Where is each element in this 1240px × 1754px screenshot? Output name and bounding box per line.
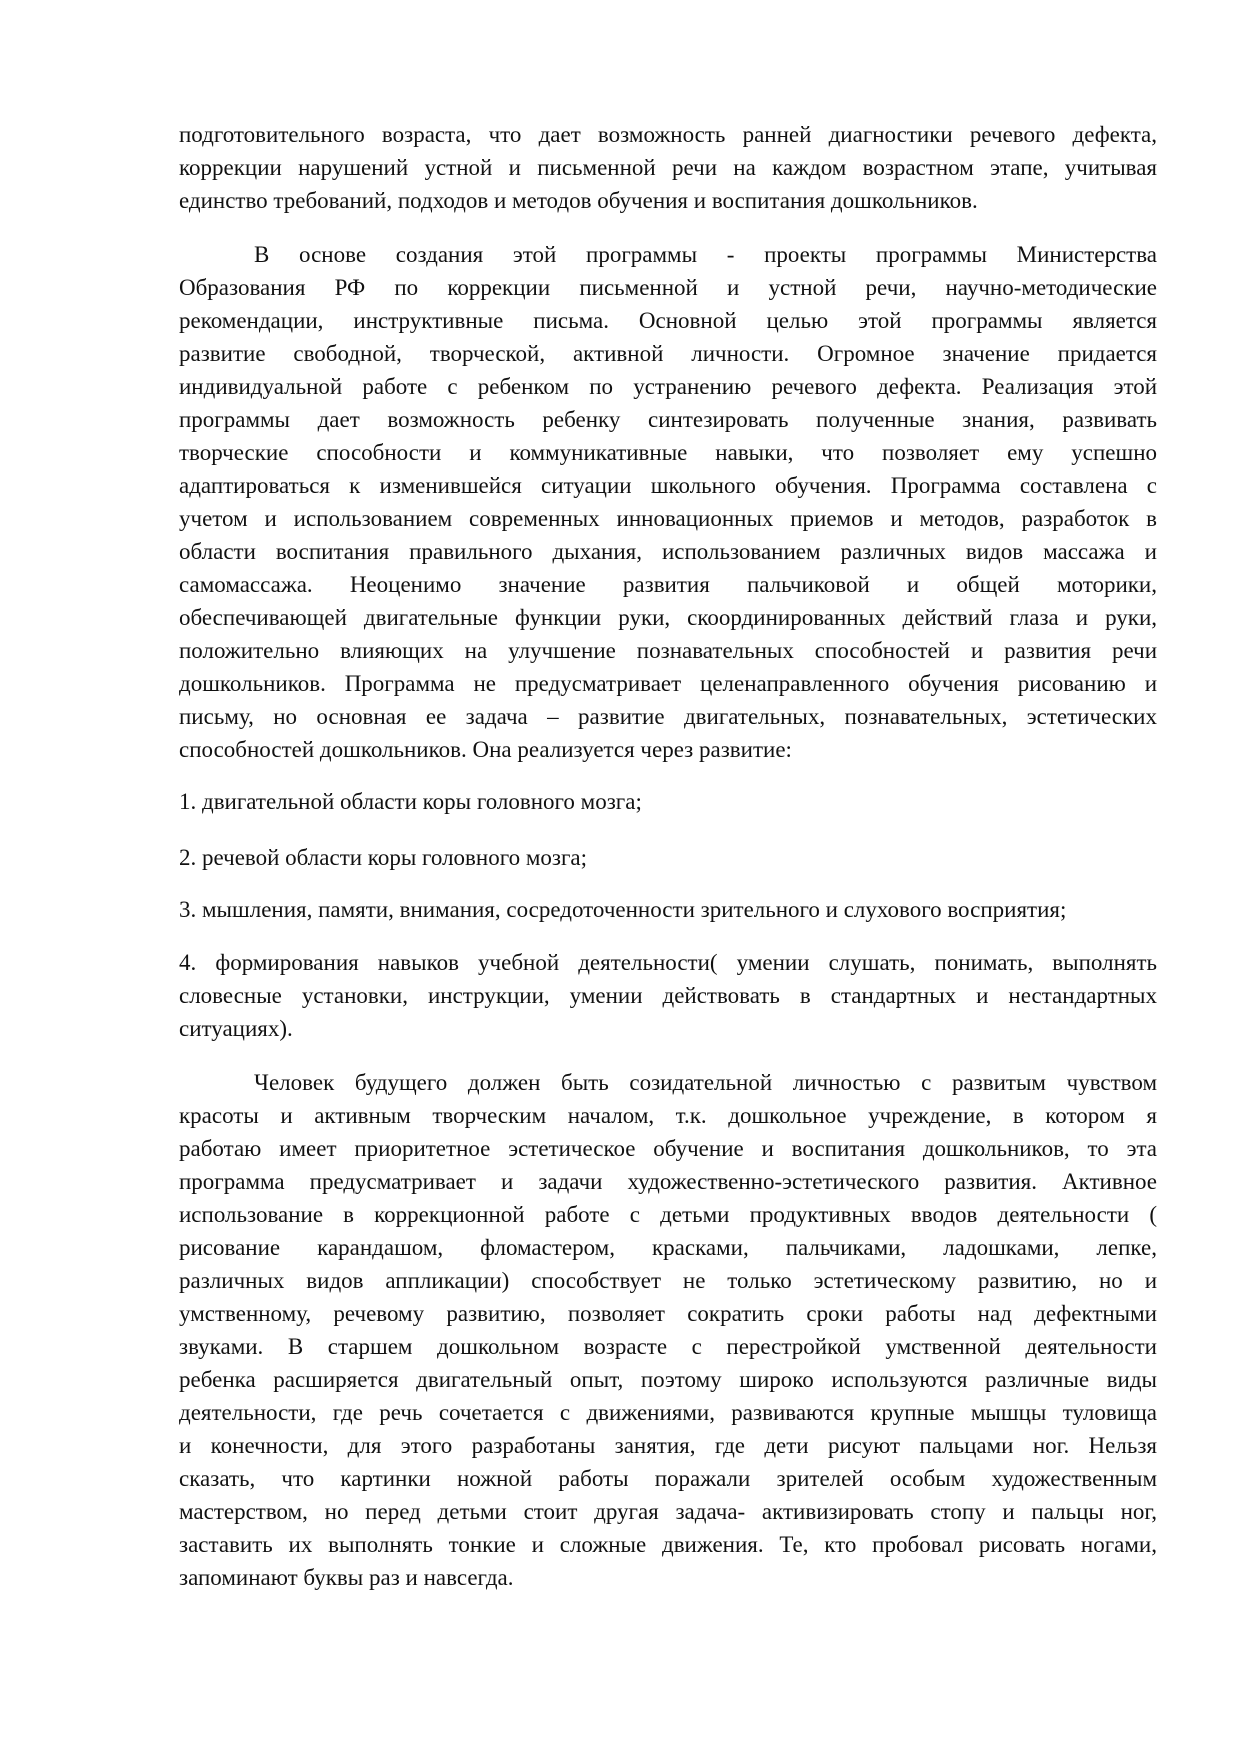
text-line: творческие способности и коммуникативные навыки, что позволяет ему успешно <box>179 440 1157 465</box>
text-line: красоты и активным творческим началом, т.к. дошкольное учреждение, в котором я <box>179 1103 1157 1128</box>
paragraph <box>179 1066 1157 1594</box>
list-item <box>179 841 1157 874</box>
text-line: самомассажа. Неоценимо значение развития пальчиковой и общей моторики, <box>179 572 1157 597</box>
list-item <box>179 893 1157 926</box>
text-line: положительно влияющих на улучшение познавательных способностей и развития речи <box>179 638 1157 663</box>
text-line: В основе создания этой программы - проекты программы Министерства <box>254 242 1157 267</box>
text-line: деятельности, где речь сочетается с движениями, развиваются крупные мышцы туловища <box>179 1400 1157 1425</box>
text-line: подготовительного возраста, что дает возможность ранней диагностики речевого дефекта, <box>179 122 1157 147</box>
text-line: письму, но основная ее задача – развитие двигательных, познавательных, эстетических <box>179 704 1157 729</box>
text-line: Образования РФ по коррекции письменной и устной речи, научно-методические <box>179 275 1157 300</box>
text-line: области воспитания правильного дыхания, использованием различных видов массажа и <box>179 539 1157 564</box>
text-line: коррекции нарушений устной и письменной речи на каждом возрастном этапе, учитывая <box>179 155 1157 180</box>
text-line: Человек будущего должен быть созидательной личностью с развитым чувством <box>254 1070 1157 1095</box>
text-line: 4. формирования навыков учебной деятельности( умении слушать, понимать, выполнять <box>179 950 1157 975</box>
text-line: запоминают буквы раз и навсегда. <box>179 1565 514 1590</box>
text-line: рисование карандашом, фломастером, красками, пальчиками, ладошками, лепке, <box>179 1235 1157 1260</box>
paragraph <box>179 238 1157 766</box>
text-line: ребенка расширяется двигательный опыт, поэтому широко используются различные виды <box>179 1367 1157 1392</box>
text-line: учетом и использованием современных инновационных приемов и методов, разработок в <box>179 506 1157 531</box>
text-line: 1. двигательной области коры головного мозга; <box>179 789 642 814</box>
text-line: индивидуальной работе с ребенком по устранению речевого дефекта. Реализация этой <box>179 374 1157 399</box>
text-line: программы дает возможность ребенку синтезировать полученные знания, развивать <box>179 407 1157 432</box>
text-line: единство требований, подходов и методов обучения и воспитания дошкольников. <box>179 188 978 213</box>
text-line: 3. мышления, памяти, внимания, сосредоточенности зрительного и слухового восприятия; <box>179 897 1067 922</box>
text-line: заставить их выполнять тонкие и сложные движения. Те, кто пробовал рисовать ногами, <box>179 1532 1157 1557</box>
list-item <box>179 785 1157 818</box>
text-line: адаптироваться к изменившейся ситуации школьного обучения. Программа составлена с <box>179 473 1157 498</box>
text-line: использование в коррекционной работе с детьми продуктивных вводов деятельности ( <box>179 1202 1157 1227</box>
text-line: развитие свободной, творческой, активной личности. Огромное значение придается <box>179 341 1157 366</box>
text-line: 2. речевой области коры головного мозга; <box>179 845 588 870</box>
list-item <box>179 946 1157 1045</box>
text-line: обеспечивающей двигательные функции руки, скоординированных действий глаза и руки, <box>179 605 1157 630</box>
paragraph <box>179 118 1157 217</box>
text-line: способностей дошкольников. Она реализуется через развитие: <box>179 737 792 762</box>
text-line: звуками. В старшем дошкольном возрасте с перестройкой умственной деятельности <box>179 1334 1157 1359</box>
text-line: работаю имеет приоритетное эстетическое обучение и воспитания дошкольников, то эта <box>179 1136 1157 1161</box>
text-line: словесные установки, инструкции, умении действовать в стандартных и нестандартных <box>179 983 1157 1008</box>
text-line: мастерством, но перед детьми стоит другая задача- активизировать стопу и пальцы ног, <box>179 1499 1157 1524</box>
text-line: дошкольников. Программа не предусматривает целенаправленного обучения рисованию и <box>179 671 1157 696</box>
text-line: различных видов аппликации) способствует не только эстетическому развитию, но и <box>179 1268 1157 1293</box>
text-line: ситуациях). <box>179 1016 293 1041</box>
text-line: сказать, что картинки ножной работы поражали зрителей особым художественным <box>179 1466 1157 1491</box>
text-line: и конечности, для этого разработаны занятия, где дети рисуют пальцами ног. Нельзя <box>179 1433 1157 1458</box>
text-line: программа предусматривает и задачи художественно-эстетического развития. Активное <box>179 1169 1157 1194</box>
text-line: умственному, речевому развитию, позволяет сократить сроки работы над дефектными <box>179 1301 1157 1326</box>
text-line: рекомендации, инструктивные письма. Основной целью этой программы является <box>179 308 1157 333</box>
